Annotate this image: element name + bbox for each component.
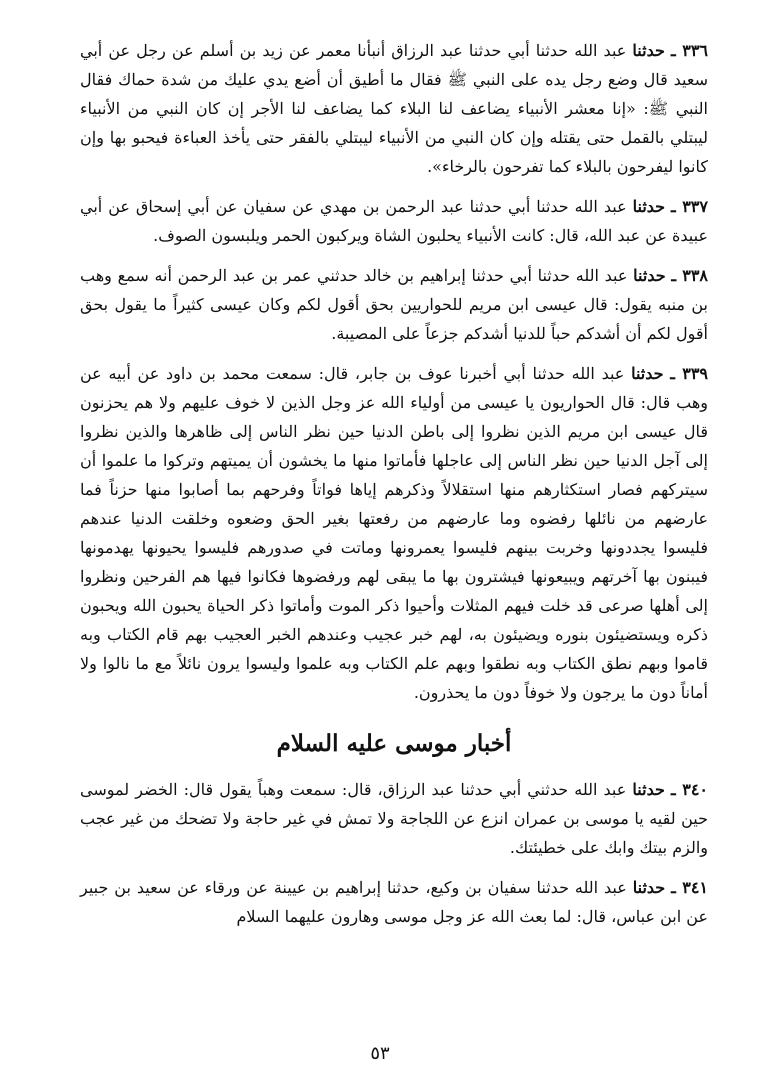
hadith-number: ٣٣٩ ـ <box>670 364 708 383</box>
hadith-text: عبد الله حدثنا أبي حدثنا عبد الرزاق أنبأنا معمر عن زيد بن أسلم عن رجل عن أبي سعيد قال وضع رجل يده على النبي ﷺ فقال ما أطيق أن أضع يدي عليك من شدة حماك فقال النبي ﷺ: «إنا معشر الأنبياء يضاعف لنا البلاء كما يضاعف لنا الأجر إن كان النبي من الأنبياء ليبتلي بالقمل حتى يقتله وإن كان النبي من الأنبياء ليبتلي بالفقر حتى يأخذ العباءة فيحبو بها وإن كانوا ليفرحون بالبلاء كما تفرحون بالرخاء». <box>80 41 708 176</box>
hadith-keyword: حدثنا <box>632 780 665 799</box>
hadith-number: ٣٣٧ ـ <box>671 197 708 216</box>
hadith-number: ٣٤٠ ـ <box>670 780 708 799</box>
page-number: ٥٣ <box>370 1043 390 1064</box>
hadith-number: ٣٤١ ـ <box>671 878 709 897</box>
hadith-text: عبد الله حدثنا أبي حدثنا إبراهيم بن خالد حدثني عمر بن عبد الرحمن أنه سمع وهب بن منبه يقول: قال عيسى ابن مريم للحواريين بحق أقول لكم وكان عيسى كثيراً ما يقول بحق أقول لكم أن أشدكم حباً للدنيا أشدكم جزعاً على المصيبة. <box>80 266 708 343</box>
hadith-text: عبد الله حدثنا سفيان بن وكيع، حدثنا إبراهيم بن عيينة عن ورقاء عن سعيد بن جبير عن ابن عباس، قال: لما بعث الله عز وجل موسى وهارون عليهما السلام <box>80 878 708 926</box>
hadith-number: ٣٣٦ ـ <box>670 41 709 60</box>
hadith-337 <box>80 192 708 250</box>
hadith-336 <box>80 36 708 181</box>
hadith-keyword: حدثنا <box>632 41 665 60</box>
hadith-number: ٣٣٨ ـ <box>671 266 708 285</box>
hadith-keyword: حدثنا <box>632 197 666 216</box>
hadith-338 <box>80 261 708 348</box>
hadith-keyword: حدثنا <box>633 266 666 285</box>
hadith-text: عبد الله حدثني أبي حدثنا عبد الرزاق، قال: سمعت وهباً يقول قال: الخضر لموسى حين لقيه يا موسى بن عمران انزع عن اللجاجة ولا تمش في غير حاجة ولا تضحك من غير عجب والزم بيتك وابك على خطيئتك. <box>80 780 708 857</box>
hadith-339 <box>80 359 708 707</box>
hadith-341 <box>80 873 708 931</box>
hadith-text: عبد الله حدثنا أبي حدثنا عبد الرحمن بن مهدي عن سفيان عن أبي إسحاق عن أبي عبيدة عن عبد الله، قال: كانت الأنبياء يحلبون الشاة ويركبون الحمر ويلبسون الصوف. <box>80 197 708 245</box>
section-title: أخبار موسى عليه السلام <box>276 730 512 757</box>
page-body <box>80 36 708 1072</box>
hadith-keyword: حدثنا <box>631 364 664 383</box>
hadith-text: عبد الله حدثنا أبي أخبرنا عوف بن جابر، قال: سمعت محمد بن داود عن أبيه عن وهب قال: قال الحواريون يا عيسى من أولياء الله عز وجل الذين لا خوف عليهم ولا هم يحزنون قال عيسى ابن مريم الذين نظروا إلى باطن الدنيا حين نظر الناس إلى ظاهرها والذين نظروا إلى آجل الدنيا حين نظر الناس إلى عاجلها فأماتوا منها ما يخشون أن يميتهم وتركوا ما علموا أن سيتركهم فصار استكثارهم منها استقلالاً وذكرهم إياها فواتاً وفرحهم بما أصابوا منها حزناً فما عارضهم من نائلها رفضوه وما عارضهم من رفعتها بغير الحق وضعوه وخلقت الدنيا عندهم فليسوا يجددونها وخربت بينهم فليسوا يعمرونها وماتت في صدورهم فليسوا يحيونها يهدمونها فيبنون بها آخرتهم ويبيعونها فيشترون بها ما يبقى لهم ورفضوها فكانوا فيها هم الفرحين ونظروا إلى أهلها صرعى قد خلت فيهم المثلات وأحيوا ذكر الموت وأماتوا ذكر الحياة يحبون الله ويحبون ذكره ويستضيئون بنوره ويضيئون به، لهم خبر عجيب وعندهم الخبر العجيب بهم قام الكتاب وبه قاموا وبهم نطق الكتاب وبه نطقوا وبهم علم الكتاب وبه علموا وليسوا يرون نائلاً مع ما نالوا ولا أماناً دون ما يرجون ولا خوفاً دون ما يحذرون. <box>80 364 709 702</box>
hadith-keyword: حدثنا <box>632 878 666 897</box>
hadith-340 <box>80 775 708 862</box>
